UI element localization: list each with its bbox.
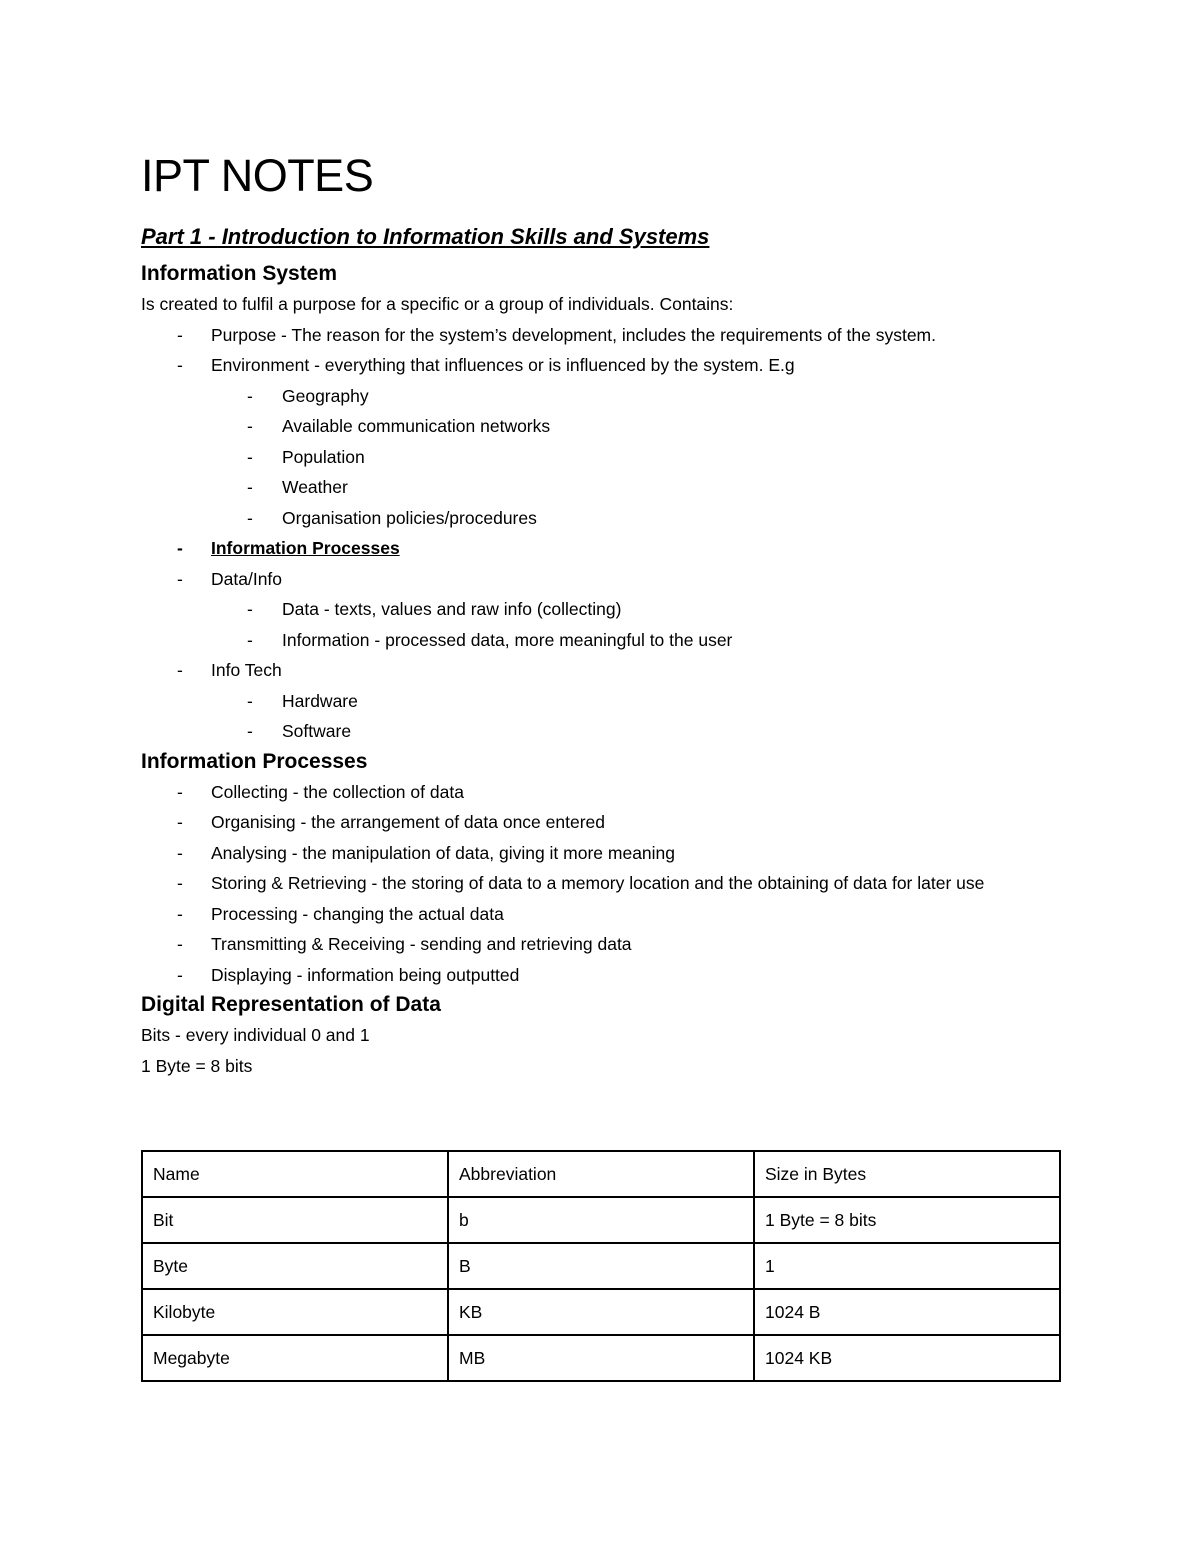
information-system-intro: Is created to fulfil a purpose for a specific or a group of individuals. Contains: — [141, 294, 734, 314]
table-header-cell: Size in Bytes — [754, 1151, 1060, 1197]
dash-bullet: - — [177, 781, 183, 802]
environment-examples-list — [141, 381, 1061, 534]
table-row — [142, 1289, 1060, 1335]
dash-bullet: - — [177, 568, 183, 589]
part-heading: Part 1 - Introduction to Information Skills and Systems — [141, 224, 710, 249]
table-cell: Bit — [142, 1197, 448, 1243]
table-header-row — [142, 1151, 1060, 1197]
table-header-cell: Abbreviation — [448, 1151, 754, 1197]
data-info-list — [141, 594, 1061, 655]
section-heading-information-processes: Information Processes — [141, 749, 368, 773]
dash-bullet: - — [247, 629, 253, 650]
list-item-information-processes: - Information Processes — [141, 533, 1061, 564]
dash-bullet: - — [177, 903, 183, 924]
table-cell: MB — [448, 1335, 754, 1381]
dash-bullet: - — [177, 934, 183, 954]
list-item: - Storing & Retrieving - the storing of data to a memory location and the obtaining of data for later use — [141, 868, 1061, 899]
list-item: - Collecting - the collection of data — [141, 777, 1061, 808]
dash-bullet: - — [177, 964, 183, 985]
dash-bullet: - — [247, 721, 253, 741]
list-item-info-tech: - Info Tech — [141, 655, 1061, 686]
table-row — [142, 1335, 1060, 1381]
table-cell: Megabyte — [142, 1335, 448, 1381]
list-item: - Environment - everything that influences or is influenced by the system. E.g — [141, 350, 1061, 381]
list-item: - Organising - the arrangement of data once entered — [141, 807, 1061, 838]
table-header-cell: Name — [142, 1151, 448, 1197]
dash-bullet: - — [177, 873, 183, 893]
table-row — [142, 1243, 1060, 1289]
section-heading-information-system: Information System — [141, 262, 338, 285]
list-item: - Available communication networks — [141, 411, 1061, 442]
list-item: - Processing - changing the actual data — [141, 899, 1061, 930]
information-processes-list — [141, 777, 1061, 991]
list-item: - Weather — [141, 472, 1061, 503]
document-body — [141, 150, 1061, 1081]
information-system-list-cont2 — [141, 655, 1061, 686]
dash-bullet: - — [177, 538, 183, 558]
list-item-data-info: - Data/Info — [141, 564, 1061, 595]
list-item: - Software — [141, 716, 1061, 747]
dash-bullet: - — [177, 355, 183, 375]
info-tech-list — [141, 686, 1061, 747]
dash-bullet: - — [247, 599, 253, 619]
section-heading-digital-representation: Digital Representation of Data — [141, 993, 441, 1016]
list-item: - Transmitting & Receiving - sending and retrieving data — [141, 929, 1061, 960]
dash-bullet: - — [247, 507, 253, 528]
list-item: - Hardware — [141, 686, 1061, 717]
dash-bullet: - — [177, 842, 183, 863]
dash-bullet: - — [247, 446, 253, 467]
table-cell: 1 — [754, 1243, 1060, 1289]
table-cell: B — [448, 1243, 754, 1289]
dash-bullet: - — [247, 385, 253, 406]
table-cell: 1024 KB — [754, 1335, 1060, 1381]
list-item: - Displaying - information being outputted — [141, 960, 1061, 991]
document-title: IPT NOTES — [141, 150, 374, 201]
table-cell: 1 Byte = 8 bits — [754, 1197, 1060, 1243]
list-item: - Organisation policies/procedures — [141, 503, 1061, 534]
list-item: - Purpose - The reason for the system’s development, includes the requirements of the system. — [141, 320, 1061, 351]
table-cell: Byte — [142, 1243, 448, 1289]
table-cell: KB — [448, 1289, 754, 1335]
dash-bullet: - — [247, 690, 253, 711]
dash-bullet: - — [247, 416, 253, 436]
byte-definition: 1 Byte = 8 bits — [141, 1055, 253, 1076]
list-item: - Geography — [141, 381, 1061, 412]
list-item: - Analysing - the manipulation of data, giving it more meaning — [141, 838, 1061, 869]
list-item: - Data - texts, values and raw info (collecting) — [141, 594, 1061, 625]
list-item: - Population — [141, 442, 1061, 473]
information-system-list — [141, 320, 1061, 381]
data-units-table — [141, 1150, 1061, 1382]
information-system-list-cont — [141, 533, 1061, 594]
list-item: - Information - processed data, more meaningful to the user — [141, 625, 1061, 656]
dash-bullet: - — [177, 812, 183, 832]
table-row — [142, 1197, 1060, 1243]
dash-bullet: - — [177, 324, 183, 345]
dash-bullet: - — [177, 660, 183, 680]
table-cell: b — [448, 1197, 754, 1243]
table-cell: Kilobyte — [142, 1289, 448, 1335]
table-cell: 1024 B — [754, 1289, 1060, 1335]
dash-bullet: - — [247, 477, 253, 497]
bits-definition: Bits - every individual 0 and 1 — [141, 1025, 370, 1045]
